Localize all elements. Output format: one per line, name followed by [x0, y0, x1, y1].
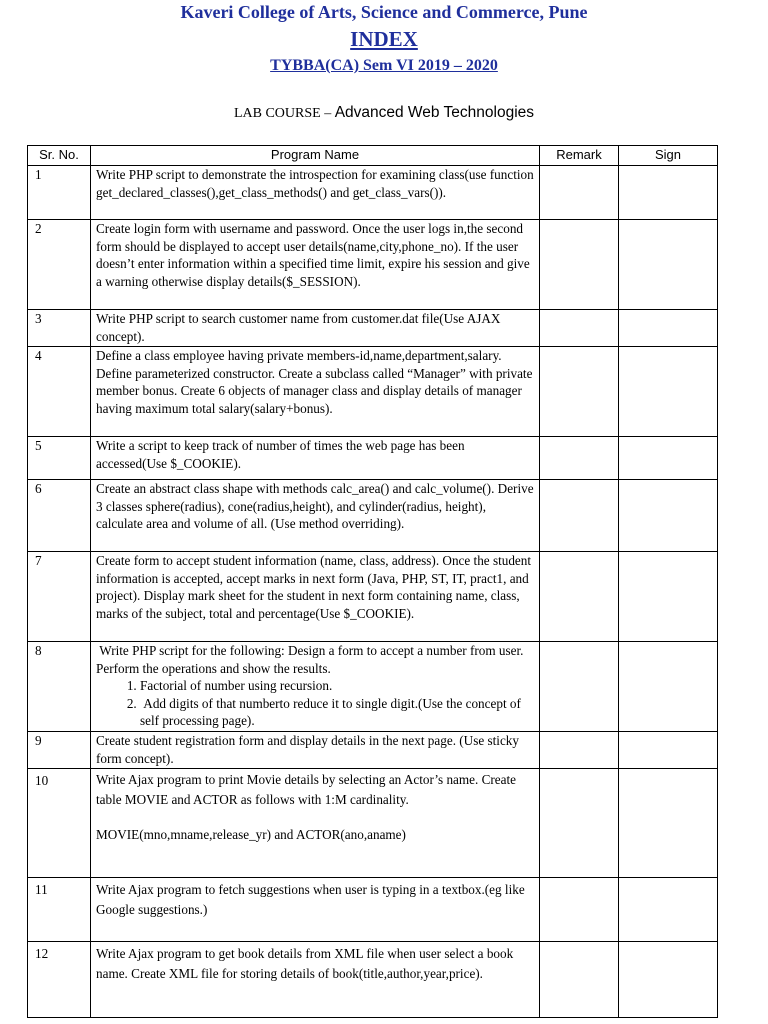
- program-cell: Create login form with username and password. Once the user logs in,the second form should be displayed to accept user details(name,city,phone_no). If the user doesn’t enter information within a specified time limit, expire his session and give a warning otherwise display details($_SESSION).: [91, 220, 540, 310]
- sr-no-cell: 7: [28, 552, 91, 642]
- sign-cell: [619, 166, 718, 220]
- paragraph-gap: [96, 810, 534, 825]
- program-cell: Write a script to keep track of number of times the web page has been accessed(Use $_COOKIE).: [91, 437, 540, 480]
- sign-cell: [619, 437, 718, 480]
- sr-no-cell: 8: [28, 642, 91, 732]
- col-program-name: Program Name: [91, 146, 540, 166]
- college-name: Kaveri College of Arts, Science and Commerce, Pune: [180, 2, 588, 22]
- lab-course-title: [0, 104, 768, 122]
- program-cell: Write Ajax program to fetch suggestions when user is typing in a textbox.(eg like Google suggestions.): [91, 878, 540, 942]
- table-row: [28, 480, 718, 552]
- sr-no-cell: 3: [28, 310, 91, 347]
- remark-cell: [540, 437, 619, 480]
- remark-cell: [540, 347, 619, 437]
- remark-cell: [540, 942, 619, 1018]
- program-cell: Create student registration form and display details in the next page. (Use sticky form concept).: [91, 732, 540, 769]
- sr-no-cell: 10: [28, 769, 91, 878]
- index-title: INDEX: [350, 27, 418, 51]
- col-sr-no: Sr. No.: [28, 146, 91, 166]
- table-row: [28, 220, 718, 310]
- program-text: Write PHP script for the following: Design a form to accept a number from user. Perform the operations and show the results.: [96, 643, 527, 676]
- table-row: [28, 437, 718, 480]
- table-row: [28, 552, 718, 642]
- table-row: [28, 347, 718, 437]
- table-row: [28, 769, 718, 878]
- sign-cell: [619, 480, 718, 552]
- lab-subject: Advanced Web Technologies: [334, 104, 535, 121]
- remark-cell: [540, 310, 619, 347]
- remark-cell: [540, 732, 619, 769]
- remark-cell: [540, 878, 619, 942]
- semester-title: TYBBA(CA) Sem VI 2019 – 2020: [270, 57, 498, 74]
- sign-cell: [619, 942, 718, 1018]
- sr-no-cell: 2: [28, 220, 91, 310]
- sign-cell: [619, 347, 718, 437]
- remark-cell: [540, 480, 619, 552]
- table-row: [28, 310, 718, 347]
- program-cell: [91, 769, 540, 878]
- remark-cell: [540, 220, 619, 310]
- table-row: [28, 878, 718, 942]
- sr-no-cell: 5: [28, 437, 91, 480]
- program-text: Write Ajax program to print Movie details by selecting an Actor’s name. Create table MOVIE and ACTOR as follows with 1:M cardinality.: [96, 772, 517, 807]
- sr-no-cell: 12: [28, 942, 91, 1018]
- list-item: 2. Add digits of that numberto reduce it to single digit.(Use the concept of self processing page).: [140, 695, 534, 730]
- sign-cell: [619, 769, 718, 878]
- sr-no-cell: 9: [28, 732, 91, 769]
- program-cell: Define a class employee having private members-id,name,department,salary. Define parameterized constructor. Create a subclass called “Manager” with private member bonus. Create 6 objects of manager class and display details of manager having maximum total salary(salary+bonus).: [91, 347, 540, 437]
- sign-cell: [619, 220, 718, 310]
- sign-cell: [619, 878, 718, 942]
- program-cell: Write PHP script to demonstrate the introspection for examining class(use function get_declared_classes(),get_class_methods() and get_class_vars()).: [91, 166, 540, 220]
- sign-cell: [619, 642, 718, 732]
- sign-cell: [619, 552, 718, 642]
- sign-cell: [619, 310, 718, 347]
- lab-course-prefix: LAB COURSE –: [233, 106, 335, 121]
- sign-cell: [619, 732, 718, 769]
- program-cell: [91, 642, 540, 732]
- col-remark: Remark: [540, 146, 619, 166]
- table-row: [28, 942, 718, 1018]
- program-cell: Create an abstract class shape with methods calc_area() and calc_volume(). Derive 3 classes sphere(radius), cone(radius,height), and cylinder(radius, height), calculate area and volume of all. (Use method overriding).: [91, 480, 540, 552]
- remark-cell: [540, 552, 619, 642]
- table-row: [28, 732, 718, 769]
- sr-no-cell: 1: [28, 166, 91, 220]
- program-extra-text: MOVIE(mno,mname,release_yr) and ACTOR(ano,aname): [96, 827, 406, 842]
- remark-cell: [540, 769, 619, 878]
- program-cell: Write PHP script to search customer name from customer.dat file(Use AJAX concept).: [91, 310, 540, 347]
- remark-cell: [540, 166, 619, 220]
- col-sign: Sign: [619, 146, 718, 166]
- table-row: [28, 166, 718, 220]
- sr-no-cell: 11: [28, 878, 91, 942]
- sub-item-list: [96, 677, 534, 730]
- sr-no-cell: 4: [28, 347, 91, 437]
- table-row: [28, 642, 718, 732]
- program-cell: Create form to accept student information (name, class, address). Once the student information is accepted, accept marks in next form (Java, PHP, ST, IT, pract1, and project). Display mark sheet for the student in next form containing name, class, marks of the subject, total and percentage(Use $_COOKIE).: [91, 552, 540, 642]
- table-header-row: [28, 146, 718, 166]
- program-cell: Write Ajax program to get book details from XML file when user select a book name. Create XML file for storing details of book(title,author,year,price).: [91, 942, 540, 1018]
- remark-cell: [540, 642, 619, 732]
- index-table: [27, 145, 718, 1018]
- list-item: 1. Factorial of number using recursion.: [140, 677, 534, 695]
- sr-no-cell: 6: [28, 480, 91, 552]
